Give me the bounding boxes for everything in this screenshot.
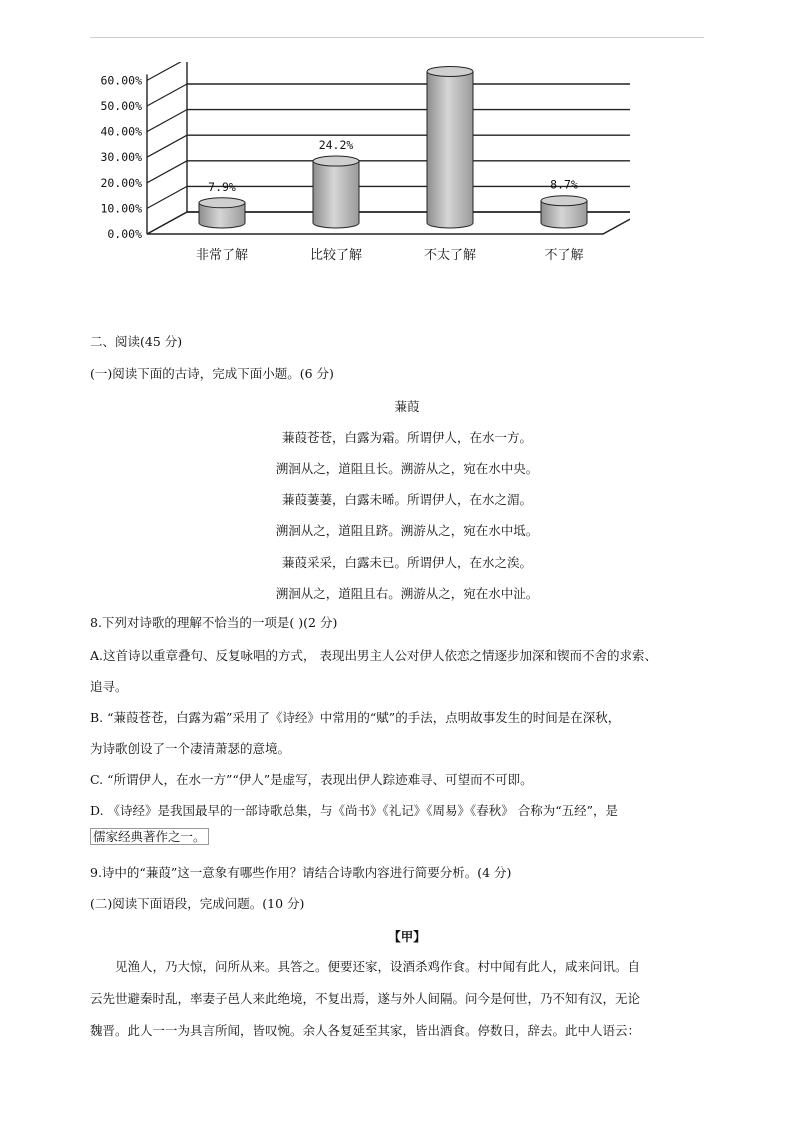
chart-bar [313,156,359,228]
grid-line-side [147,84,187,106]
chart-bar [199,198,245,228]
poem-line: 蒹葭采采，白露未已。所谓伊人，在水之涘。 [281,555,532,570]
y-tick-label: 60.00% [100,73,142,88]
y-tick-label: 20.00% [100,175,142,190]
part1-title: (一)阅读下面的古诗，完成下面小题。(6 分) [90,366,334,381]
poem-line: 溯洄从之，道阻且长。溯游从之，宛在水中央。 [275,461,539,476]
header-divider [90,37,704,38]
grid-line-side [147,161,187,183]
chart-bars [199,66,587,228]
grid-line-side [147,62,187,80]
jia-paragraph [90,951,704,1047]
grid-line-side [147,186,187,208]
option-a-cont: 追寻。 [90,679,128,694]
option-d: D. 《诗经》是我国最早的一部诗歌总集，与《尚书》《礼记》《周易》《春秋》 合称为“五经”，是 [90,803,619,818]
poem-line: 溯洄从之，道阻且右。溯游从之，宛在水中沚。 [275,586,539,601]
section-title: 二、阅读(45 分) [90,334,183,349]
chart-bar-body [313,161,359,228]
question-8-stem: 8.下列对诗歌的理解不恰当的一项是( )(2 分) [90,615,338,630]
chart-bar-top [541,196,587,206]
grid-line-side [147,110,187,132]
x-category-label: 不了解 [544,248,584,263]
part2-title: (二)阅读下面语段，完成问题。(10 分) [90,896,305,911]
jia-line: 云先世避秦时乱，率妻子邑人来此绝境，不复出焉，遂与外人间隔。问今是何世，乃不知有汉，无论 [90,991,641,1006]
y-tick-label: 40.00% [100,124,142,139]
y-tick-label: 50.00% [100,99,142,113]
chart-bar-top [427,66,473,76]
option-c: C. “所谓伊人，在水一方”“伊人”是虚写，表现出伊人踪迹难寻、可望而不可即。 [90,772,533,787]
chart-data-label: 24.2% [318,138,354,153]
chart-bar-top [313,156,359,166]
poem-line: 溯洄从之，道阻且跻。溯游从之，宛在水中坻。 [275,523,539,538]
y-tick-label: 30.00% [100,150,142,165]
option-d-cont [90,828,209,846]
option-b-cont: 为诗歌创设了一个凄清萧瑟的意境。 [90,741,291,756]
option-b: B. “蒹葭苍苍，白露为霜”采用了《诗经》中常用的“赋”的手法，点明故事发生的时间是在深秋， [90,710,621,725]
poem-title: 蒹葭 [394,399,420,414]
y-tick-labels [100,73,142,241]
x-category-label: 不太了解 [423,248,477,263]
jia-line: 见渔人，乃大惊，问所从来。具答之。便要还家，设酒杀鸡作食。村中闻有此人，咸来问讯。自 [115,959,641,974]
grid-line-side [147,135,187,157]
jia-heading: 【甲】 [388,929,426,944]
chart-bar-body [427,71,473,228]
x-category-labels [196,247,584,263]
poem-line: 蒹葭萋萋，白露未晞。所谓伊人，在水之湄。 [281,492,532,507]
option-d-cont-text: 儒家经典著作之一。 [90,828,209,845]
chart-data-label: 8.7% [550,177,578,192]
x-category-label: 非常了解 [195,248,249,263]
question-9: 9.诗中的“蒹葭”这一意象有哪些作用？请结合诗歌内容进行简要分析。(4 分) [90,865,512,880]
chart-bar [541,196,587,228]
poem-line: 蒹葭苍苍，白露为霜。所谓伊人，在水一方。 [281,430,532,445]
jia-line: 魏晋。此人一一为具言所闻，皆叹惋。余人各复延至其家，皆出酒食。停数日，辞去。此中人语云： [90,1023,641,1038]
x-category-label: 比较了解 [309,248,363,263]
chart-bar [427,66,473,228]
option-a: A.这首诗以重章叠句、反复咏唱的方式， 表现出男主人公对伊人依恋之情逐步加深和锲而不舍的求索、 [90,648,657,663]
y-tick-label: 10.00% [100,201,142,216]
chart-data-labels [208,138,578,194]
chart-bar-top [199,198,245,208]
chart-data-label: 7.9% [208,179,236,194]
y-tick-label: 0.00% [107,227,142,241]
bar-chart [90,62,630,277]
